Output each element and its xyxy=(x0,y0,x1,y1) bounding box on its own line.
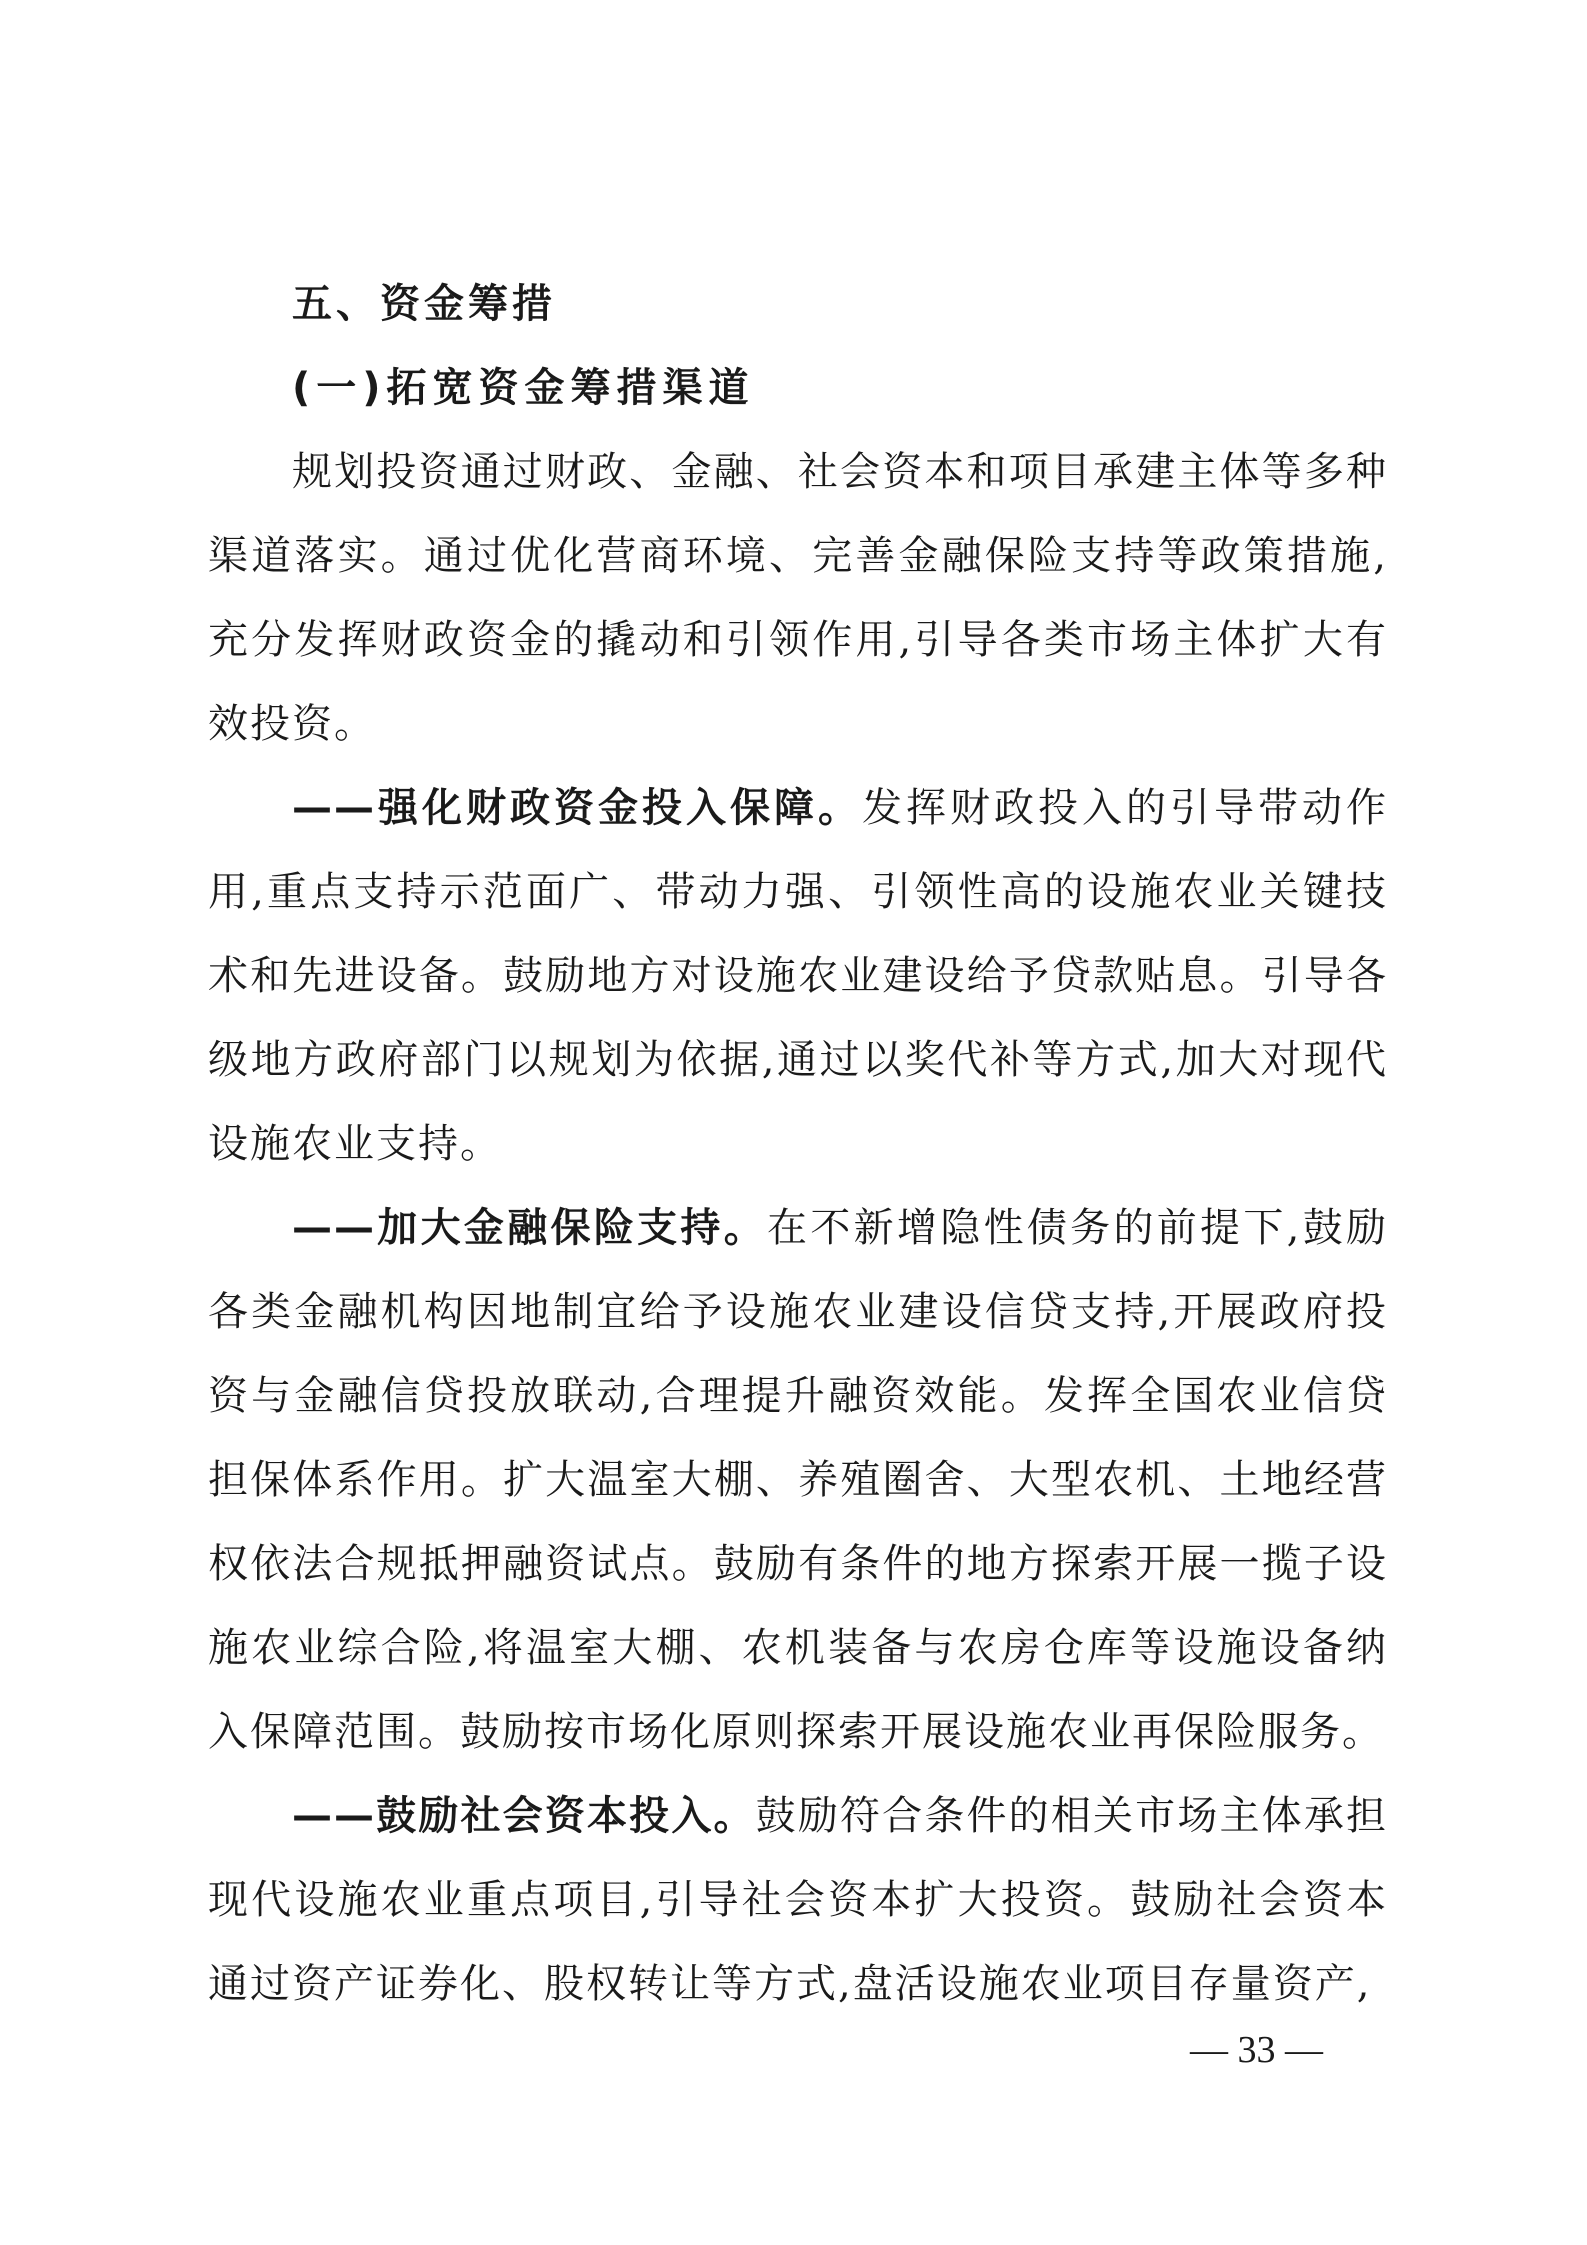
document-body xyxy=(208,262,1388,2026)
paragraph-fiscal-investment xyxy=(208,766,1388,1186)
subsection-heading: (一)拓宽资金筹措渠道 xyxy=(292,365,755,411)
paragraph-lead: ——加大金融保险支持。 xyxy=(292,1205,768,1251)
paragraph-financial-insurance xyxy=(208,1186,1388,1774)
paragraph-lead: ——鼓励社会资本投入。 xyxy=(292,1793,756,1839)
paragraph-funding-channels xyxy=(208,430,1388,766)
paragraph-text: 在不新增隐性债务的前提下,鼓励各类金融机构因地制宜给予设施农业建设信贷支持,开展政府投资与金融信贷投放联动,合理提升融资效能。发挥全国农业信贷担保体系作用。扩大温室大棚、养殖圈舍、大型农机、土地经营权依法合规抵押融资试点。鼓励有条件的地方探索开展一揽子设施农业综合险,将温室大棚、农机装备与农房仓库等设施设备纳入保障范围。鼓励按市场化原则探索开展设施农业再保险服务。 xyxy=(208,1205,1389,1755)
page-number: — 33 — xyxy=(1190,2029,1323,2071)
section-heading: 五、资金筹措 xyxy=(292,281,556,327)
paragraph-text: 发挥财政投入的引导带动作用,重点支持示范面广、带动力强、引领性高的设施农业关键技术和先进设备。鼓励地方对设施农业建设给予贷款贴息。引导各级地方政府部门以规划为依据,通过以奖代补等方式,加大对现代设施农业支持。 xyxy=(208,785,1388,1167)
paragraph-text: 鼓励符合条件的相关市场主体承担现代设施农业重点项目,引导社会资本扩大投资。鼓励社会资本通过资产证券化、股权转让等方式,盘活设施农业项目存量资产, xyxy=(208,1793,1389,2007)
paragraph-social-capital xyxy=(208,1774,1388,2026)
paragraph-text: 规划投资通过财政、金融、社会资本和项目承建主体等多种渠道落实。通过优化营商环境、完善金融保险支持等政策措施,充分发挥财政资金的撬动和引领作用,引导各类市场主体扩大有效投资。 xyxy=(208,449,1388,747)
paragraph-lead: ——强化财政资金投入保障。 xyxy=(292,785,862,831)
